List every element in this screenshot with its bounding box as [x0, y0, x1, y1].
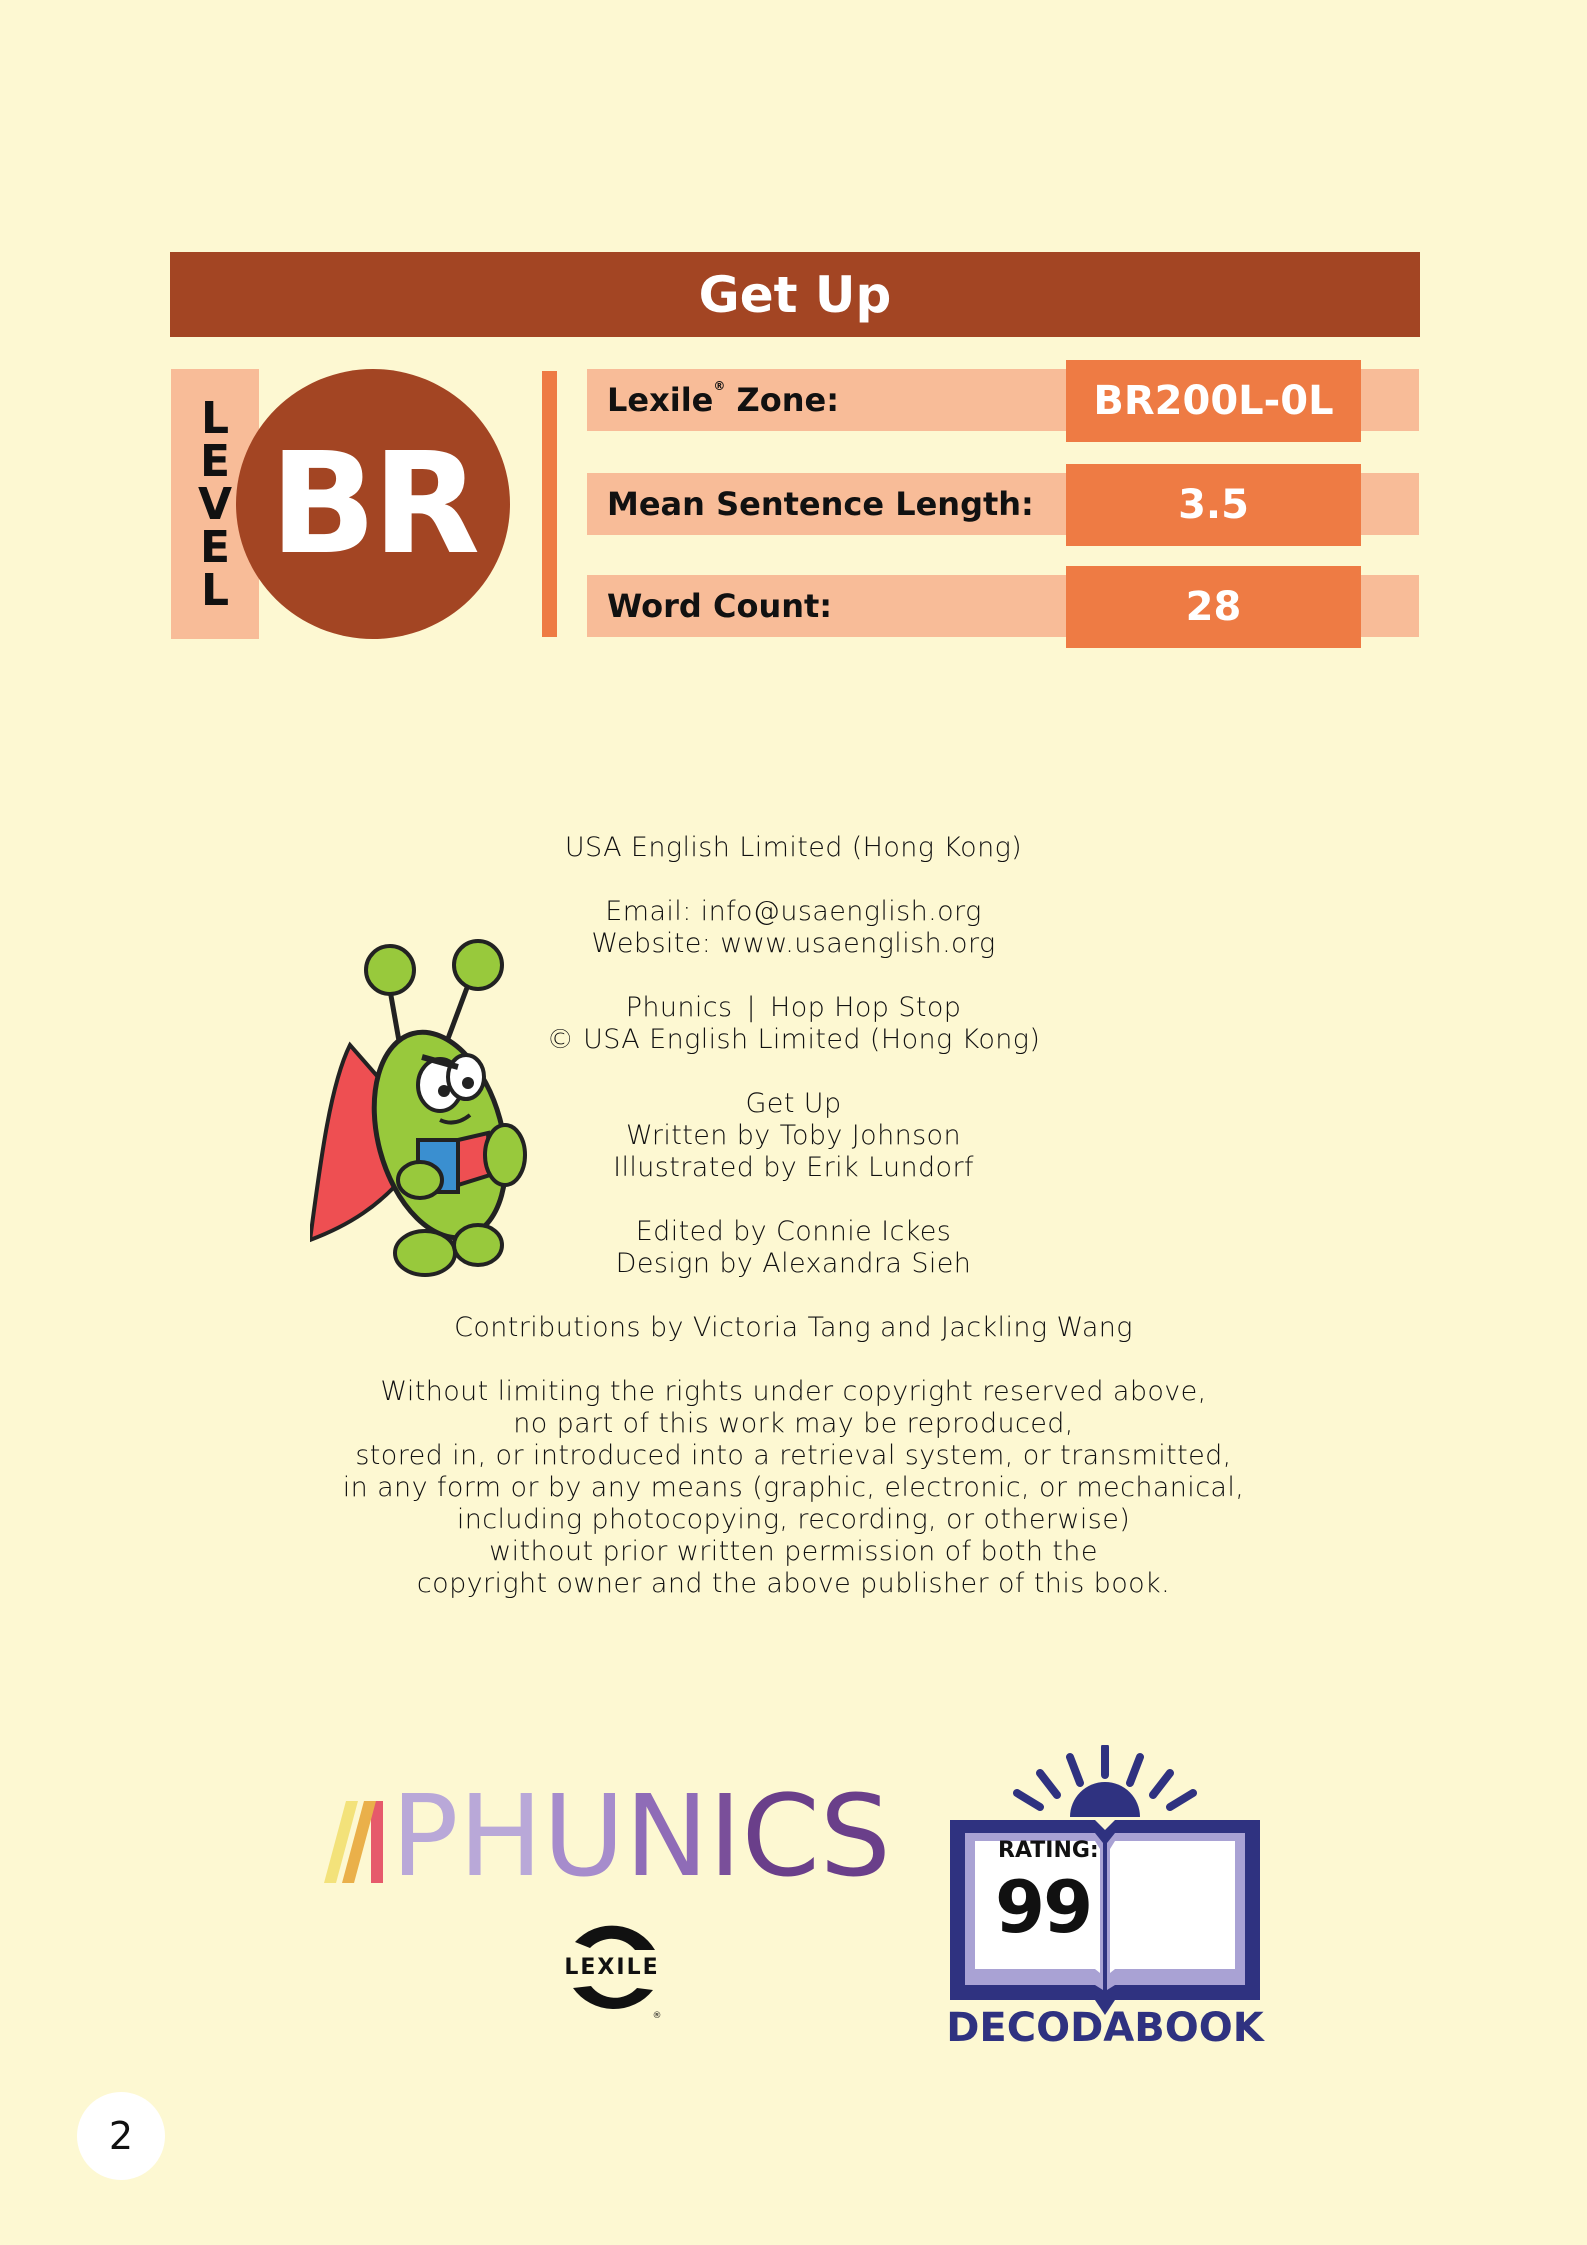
- mean-sentence-length-value: 3.5: [1066, 464, 1361, 546]
- decodabook-wordmark: DECODABOOK: [946, 2005, 1264, 2051]
- book-title-bar: [170, 252, 1420, 337]
- series-separator: |: [746, 992, 757, 1023]
- lexile-zone-value: BR200L-0L: [1066, 360, 1361, 442]
- rights-line: without prior written permission of both the: [489, 1536, 1098, 1567]
- series-name: Phunics: [625, 992, 733, 1023]
- phunics-letter: P: [391, 1772, 459, 1902]
- copyright-line: © USA English Limited (Hong Kong): [546, 1024, 1041, 1055]
- contact-email: Email: info@usaenglish.org: [605, 896, 982, 927]
- rating-label: RATING:: [998, 1838, 1099, 1863]
- lexile-logo-reg: ®: [652, 2011, 662, 2021]
- lexile-logo: [555, 1910, 670, 2025]
- phunics-letter: C: [741, 1772, 820, 1902]
- level-letter: E: [199, 521, 231, 573]
- phunics-letter: I: [708, 1772, 742, 1902]
- phunics-letter: H: [458, 1772, 543, 1902]
- illustrator-credit: Illustrated by Erik Lundorf: [613, 1152, 974, 1183]
- phunics-logo: [335, 1772, 891, 1902]
- contact-website: Website: www.usaenglish.org: [591, 928, 996, 959]
- word-count-label: Word Count:: [607, 587, 833, 625]
- level-badge: [236, 369, 510, 639]
- phunics-book-stripe: [371, 1801, 383, 1883]
- phunics-letter: S: [819, 1772, 891, 1902]
- level-code: BR: [269, 422, 477, 586]
- level-letter: L: [200, 392, 230, 444]
- phunics-letter: N: [624, 1772, 709, 1902]
- rating-value: 99: [995, 1865, 1092, 1949]
- editor-credit: Edited by Connie Ickes: [635, 1216, 952, 1247]
- lexile-logo-text: LEXILE: [564, 1955, 660, 1980]
- series-title: Hop Hop Stop: [770, 992, 962, 1023]
- credits-block: [250, 832, 1337, 1632]
- level-letter: E: [199, 435, 231, 487]
- mean-sentence-length-label: Mean Sentence Length:: [607, 485, 1034, 523]
- page-number-text: 2: [108, 2114, 134, 2158]
- rights-line: stored in, or introduced into a retrieval system, or transmitted,: [355, 1440, 1232, 1471]
- credits-book-title: Get Up: [745, 1088, 842, 1119]
- rights-line: Without limiting the rights under copyright reserved above,: [380, 1376, 1207, 1407]
- level-letter: V: [197, 478, 233, 530]
- mean-sentence-length-row: [587, 473, 1419, 535]
- lexile-zone-row: [587, 369, 1419, 431]
- word-count-row: [587, 575, 1419, 637]
- level-letter: L: [200, 564, 230, 616]
- registered-mark: ®: [713, 379, 726, 393]
- rights-line: in any form or by any means (graphic, electronic, or mechanical,: [342, 1472, 1245, 1503]
- rights-line: including photocopying, recording, or otherwise): [456, 1504, 1131, 1535]
- lexile-word: Lexile: [607, 381, 714, 419]
- designer-credit: Design by Alexandra Sieh: [615, 1248, 972, 1279]
- word-count-value: 28: [1066, 566, 1361, 648]
- rights-line: copyright owner and the above publisher of this book.: [416, 1568, 1171, 1599]
- phunics-letter: U: [542, 1772, 625, 1902]
- author-credit: Written by Toby Johnson: [626, 1120, 961, 1151]
- page-number: [77, 2092, 165, 2180]
- lexile-zone-label: [607, 369, 839, 431]
- stats-divider: [542, 371, 557, 637]
- rights-line: no part of this work may be reproduced,: [513, 1408, 1074, 1439]
- publisher-name: USA English Limited (Hong Kong): [564, 832, 1023, 863]
- contributions-credit: Contributions by Victoria Tang and Jackling Wang: [454, 1312, 1133, 1343]
- zone-word: Zone:: [725, 381, 839, 419]
- book-title: Get Up: [698, 265, 892, 324]
